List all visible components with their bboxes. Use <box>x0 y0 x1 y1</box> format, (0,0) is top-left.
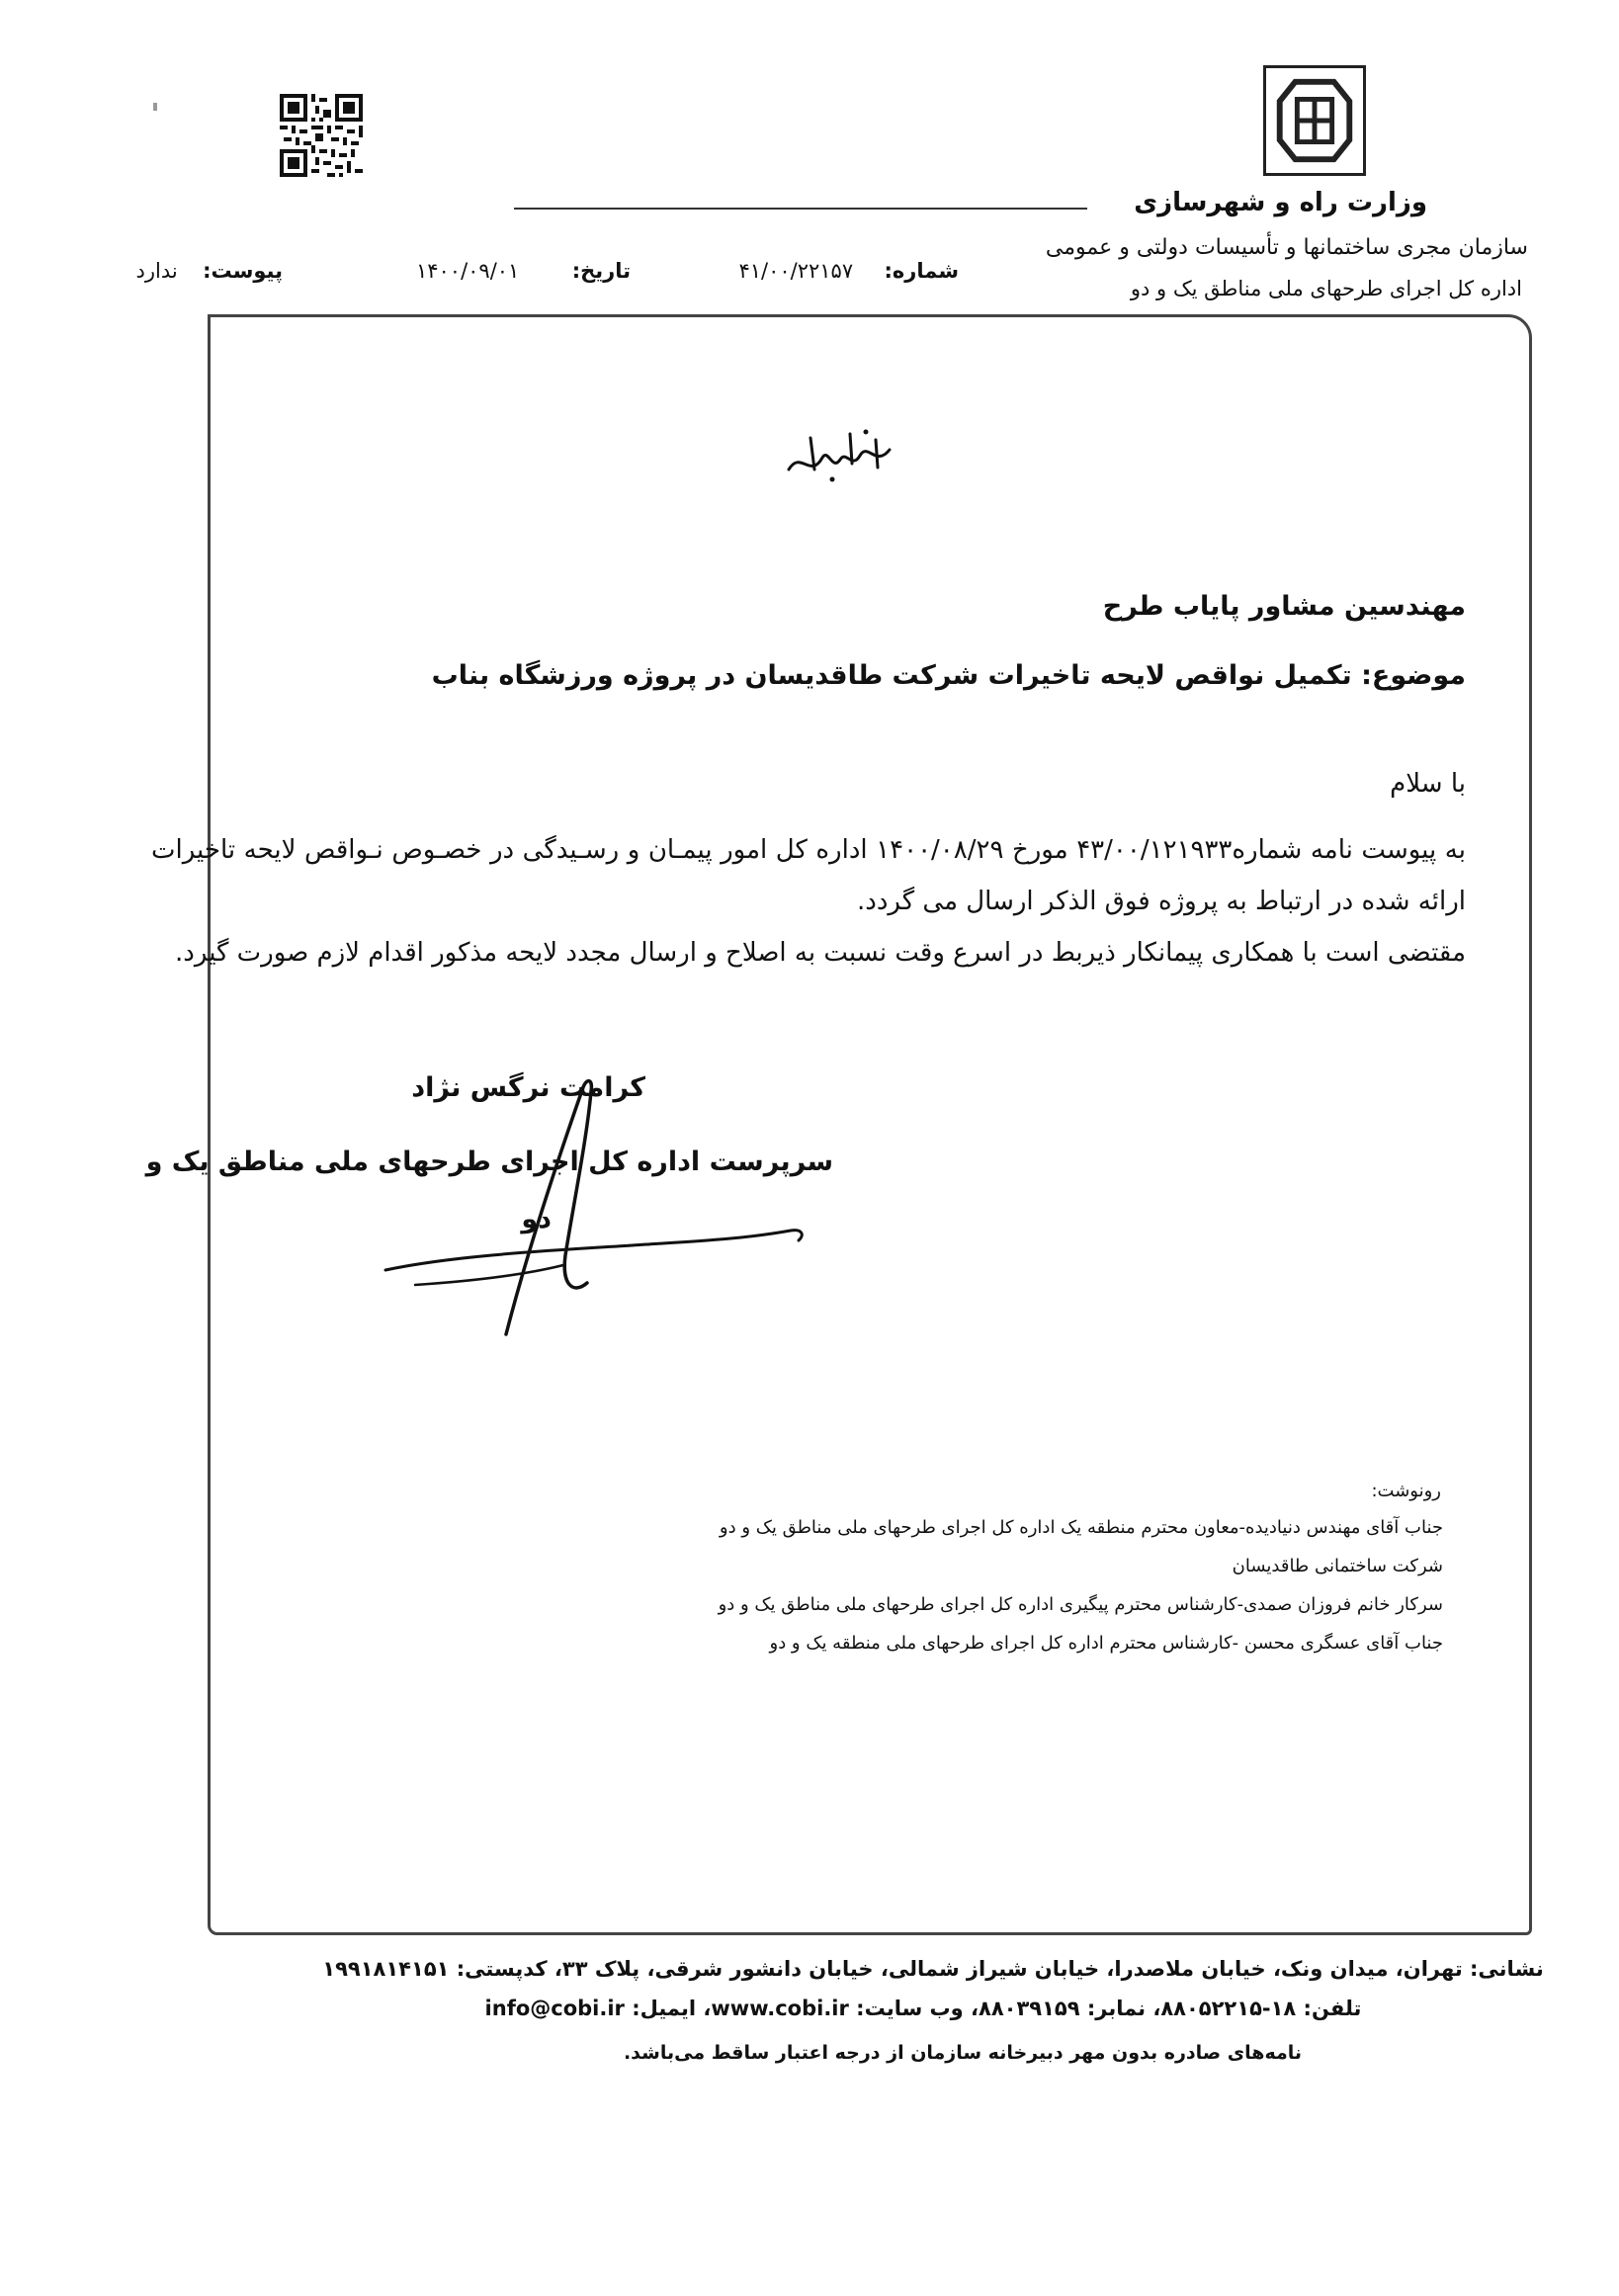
attachment-label: پیوست: <box>203 259 283 283</box>
body-paragraph-2: مقتضی است با همکاری پیمانکار ذیربط در اسرع وقت نسبت به اصلاح و ارسال مجدد لایحه مذکور اقدام لازم صورت گیرد. <box>175 938 1466 968</box>
department-name: اداره کل اجرای طرحهای ملی مناطق یک و دو <box>1130 277 1522 300</box>
letter-attachment <box>136 259 283 283</box>
date-label: تاریخ: <box>571 259 631 283</box>
attachment-value: ندارد <box>135 259 178 283</box>
letter-date <box>416 259 631 283</box>
organization-name: سازمان مجری ساختمانها و تأسیسات دولتی و عمومی <box>1045 235 1528 260</box>
footer-address: نشانی: تهران، میدان ونک، خیابان ملاصدرا، خیابان شیراز شمالی، خیابان دانشور شرقی، پلاک ۳۳، کدپستی: ۱۹۹۱۸۱۴۱۵۱ <box>322 1957 1544 1981</box>
cc-heading: رونوشت: <box>1371 1481 1441 1501</box>
ministry-logo-icon <box>1263 65 1366 176</box>
cc-item: جناب آقای عسگری محسن -کارشناس محترم اداره کل اجرای طرحهای ملی منطقه یک و دو <box>769 1633 1443 1654</box>
date-value: ۱۴۰۰/۰۹/۰۱ <box>415 259 520 283</box>
handwritten-signature <box>376 1048 830 1354</box>
recipient: مهندسین مشاور پایاب طرح <box>1102 591 1466 622</box>
number-label: شماره: <box>884 259 959 283</box>
scan-speck <box>153 103 157 111</box>
cc-item: شرکت ساختمانی طاقدیسان <box>1232 1556 1443 1576</box>
greeting: با سلام <box>1390 769 1466 799</box>
ministry-name: وزارت راه و شهرسازی <box>1134 188 1427 217</box>
qr-code-icon <box>280 91 363 180</box>
signatory-title-continued: دو <box>521 1204 552 1234</box>
subject: موضوع: تکمیل نواقص لایحه تاخیرات شرکت طاقدیسان در پروژه ورزشگاه بناب <box>431 660 1466 691</box>
signatory-title: سرپرست اداره کل اجرای طرحهای ملی مناطق یک و <box>145 1147 833 1177</box>
cc-item: سرکار خانم فروزان صمدی-کارشناس محترم پیگیری اداره کل اجرای طرحهای ملی مناطق یک و دو <box>718 1594 1443 1615</box>
signatory-name: کرامت نرگس نژاد <box>411 1072 645 1103</box>
letter-number <box>738 259 959 283</box>
body-paragraph-1: به پیوست نامه شماره۴۳/۰۰/۱۲۱۹۳۳ مورخ ۱۴۰۰/۰۸/۲۹ اداره کل امور پیمـان و رسـیدگی در خصـوص نـواقص لایحه تاخیرات ارائه شده در ارتباط به پروژه فوق الذکر ارسال می گردد. <box>151 835 1466 916</box>
number-value: ۴۱/۰۰/۲۲۱۵۷ <box>738 259 854 283</box>
header-rule <box>514 208 1087 210</box>
cc-item: جناب آقای مهندس دنیادیده-معاون محترم منطقه یک اداره کل اجرای طرحهای ملی مناطق یک و دو <box>719 1517 1443 1538</box>
footer-notice: نامه‌های صادره بدون مهر دبیرخانه سازمان از درجه اعتبار ساقط می‌باشد. <box>623 2042 1303 2064</box>
footer-contact: تلفن: ۱۸-۸۸۰۵۲۲۱۵، نمابر: ۸۸۰۳۹۱۵۹، وب سایت: www.cobi.ir، ایمیل: info@cobi.ir <box>484 1997 1362 2020</box>
bismillah-calligraphy <box>781 420 899 489</box>
